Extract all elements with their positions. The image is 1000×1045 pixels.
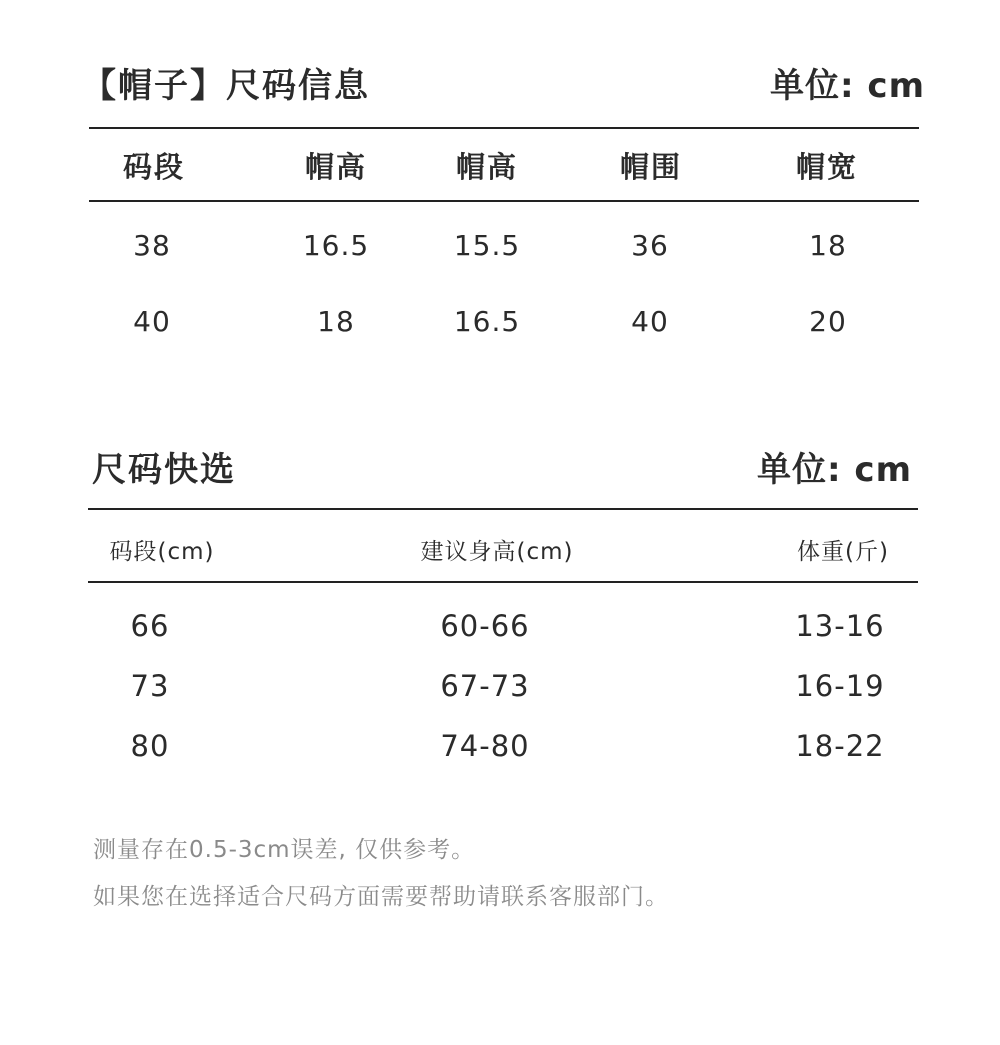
table-cell: 20 [809,305,847,338]
table-cell: 16.5 [453,305,521,338]
quick-size-header-top-rule [88,508,918,510]
table-cell: 67-73 [440,669,530,703]
size-info-title: 【帽子】尺码信息 [82,66,370,106]
table-cell: 40 [631,305,669,338]
header-cell: 帽高 [455,150,519,184]
header-cell: 码段 [122,150,186,184]
table-cell: 74-80 [440,729,530,763]
header-cell: 建议身高(cm) [420,539,574,565]
size-info-header-top-rule [89,127,919,129]
table-cell: 13-16 [795,609,885,643]
quick-size-unit: 单位: cm [756,450,912,490]
table-cell: 15.5 [453,229,521,262]
table-cell: 16.5 [302,229,370,262]
header-cell: 体重(斤) [797,539,889,565]
table-cell: 66 [130,609,170,643]
header-cell: 帽高 [304,150,368,184]
table-cell: 80 [130,729,170,763]
table-cell: 16-19 [795,669,885,703]
table-cell: 38 [133,229,171,262]
measurement-note: 测量存在0.5-3cm误差, 仅供参考。 [93,837,476,863]
header-cell: 帽宽 [795,150,859,184]
quick-size-header-bottom-rule [88,581,918,583]
table-cell: 73 [130,669,170,703]
table-cell: 18 [809,229,847,262]
size-info-header-bottom-rule [89,200,919,202]
help-note: 如果您在选择适合尺码方面需要帮助请联系客服部门。 [93,884,669,910]
table-cell: 36 [631,229,669,262]
table-cell: 18-22 [795,729,885,763]
table-cell: 18 [317,305,355,338]
header-cell: 帽围 [619,150,683,184]
table-cell: 60-66 [440,609,530,643]
header-cell: 码段(cm) [109,539,215,565]
size-info-unit: 单位: cm [769,66,925,106]
table-cell: 40 [133,305,171,338]
quick-size-title: 尺码快选 [92,450,236,490]
